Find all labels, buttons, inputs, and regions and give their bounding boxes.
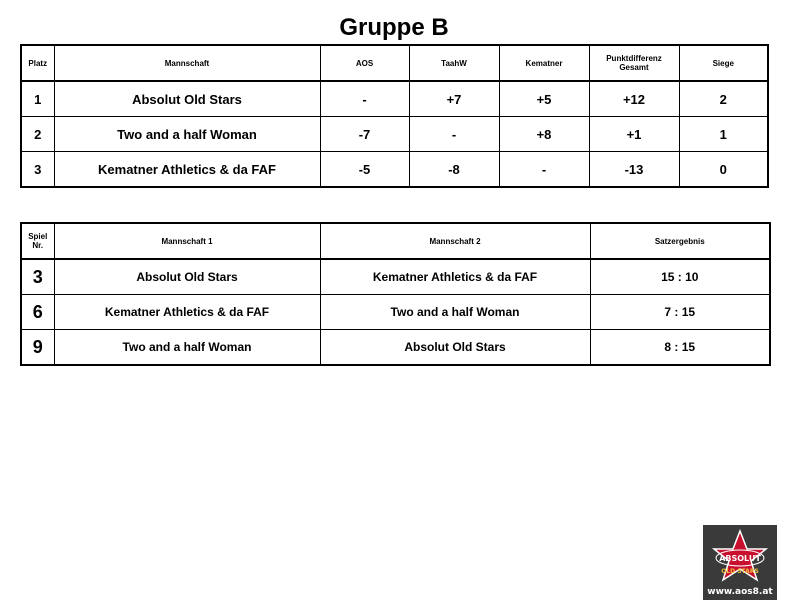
cell-taahw: -: [409, 117, 499, 152]
cell-team2: Two and a half Woman: [320, 295, 590, 330]
cell-team: Absolut Old Stars: [54, 81, 320, 117]
cell-diff: +12: [589, 81, 679, 117]
cell-team1: Two and a half Woman: [54, 330, 320, 366]
header-diff-line1: Punktdifferenz: [606, 54, 662, 63]
cell-game-nr: 3: [21, 259, 54, 295]
cell-kematner: +5: [499, 81, 589, 117]
cell-game-nr: 6: [21, 295, 54, 330]
cell-result: 7 : 15: [590, 295, 770, 330]
games-table: [20, 222, 771, 366]
cell-team: Two and a half Woman: [54, 117, 320, 152]
cell-platz: 3: [21, 152, 54, 188]
header-team1: Mannschaft 1: [54, 223, 320, 259]
logo-url: www.aos8.at: [707, 587, 773, 597]
logo-brand-bottom: OLD STARS: [721, 568, 759, 575]
cell-team1: Kematner Athletics & da FAF: [54, 295, 320, 330]
games-header-row: [21, 223, 770, 259]
cell-game-nr: 9: [21, 330, 54, 366]
header-kematner: Kematner: [499, 45, 589, 81]
header-team2: Mannschaft 2: [320, 223, 590, 259]
table-row: [21, 330, 770, 366]
cell-diff: +1: [589, 117, 679, 152]
cell-siege: 0: [679, 152, 768, 188]
header-punktdifferenz: [589, 45, 679, 81]
table-row: [21, 152, 768, 188]
header-spiel-line2: Nr.: [32, 241, 44, 250]
cell-aos: -5: [320, 152, 409, 188]
page-title: Gruppe B: [339, 14, 449, 41]
cell-team1: Absolut Old Stars: [54, 259, 320, 295]
cell-kematner: -: [499, 152, 589, 188]
cell-aos: -7: [320, 117, 409, 152]
header-siege: Siege: [679, 45, 768, 81]
header-platz: Platz: [21, 45, 54, 81]
cell-platz: 1: [21, 81, 54, 117]
header-diff-line2: Gesamt: [619, 63, 649, 72]
cell-team: Kematner Athletics & da FAF: [54, 152, 320, 188]
cell-taahw: +7: [409, 81, 499, 117]
table-row: [21, 259, 770, 295]
header-spiel-nr: [21, 223, 54, 259]
cell-result: 8 : 15: [590, 330, 770, 366]
table-row: [21, 295, 770, 330]
standings-table: [20, 44, 769, 188]
cell-diff: -13: [589, 152, 679, 188]
standings-header-row: [21, 45, 768, 81]
header-taahw: TaahW: [409, 45, 499, 81]
logo-brand-top: ABSOLUT: [719, 554, 761, 563]
header-result: Satzergebnis: [590, 223, 770, 259]
table-row: [21, 117, 768, 152]
header-aos: AOS: [320, 45, 409, 81]
cell-kematner: +8: [499, 117, 589, 152]
cell-aos: -: [320, 81, 409, 117]
cell-platz: 2: [21, 117, 54, 152]
header-mannschaft: Mannschaft: [54, 45, 320, 81]
cell-siege: 2: [679, 81, 768, 117]
header-spiel-line1: Spiel: [28, 232, 48, 241]
aos-logo: [703, 525, 777, 600]
cell-result: 15 : 10: [590, 259, 770, 295]
cell-siege: 1: [679, 117, 768, 152]
cell-taahw: -8: [409, 152, 499, 188]
cell-team2: Kematner Athletics & da FAF: [320, 259, 590, 295]
cell-team2: Absolut Old Stars: [320, 330, 590, 366]
table-row: [21, 81, 768, 117]
